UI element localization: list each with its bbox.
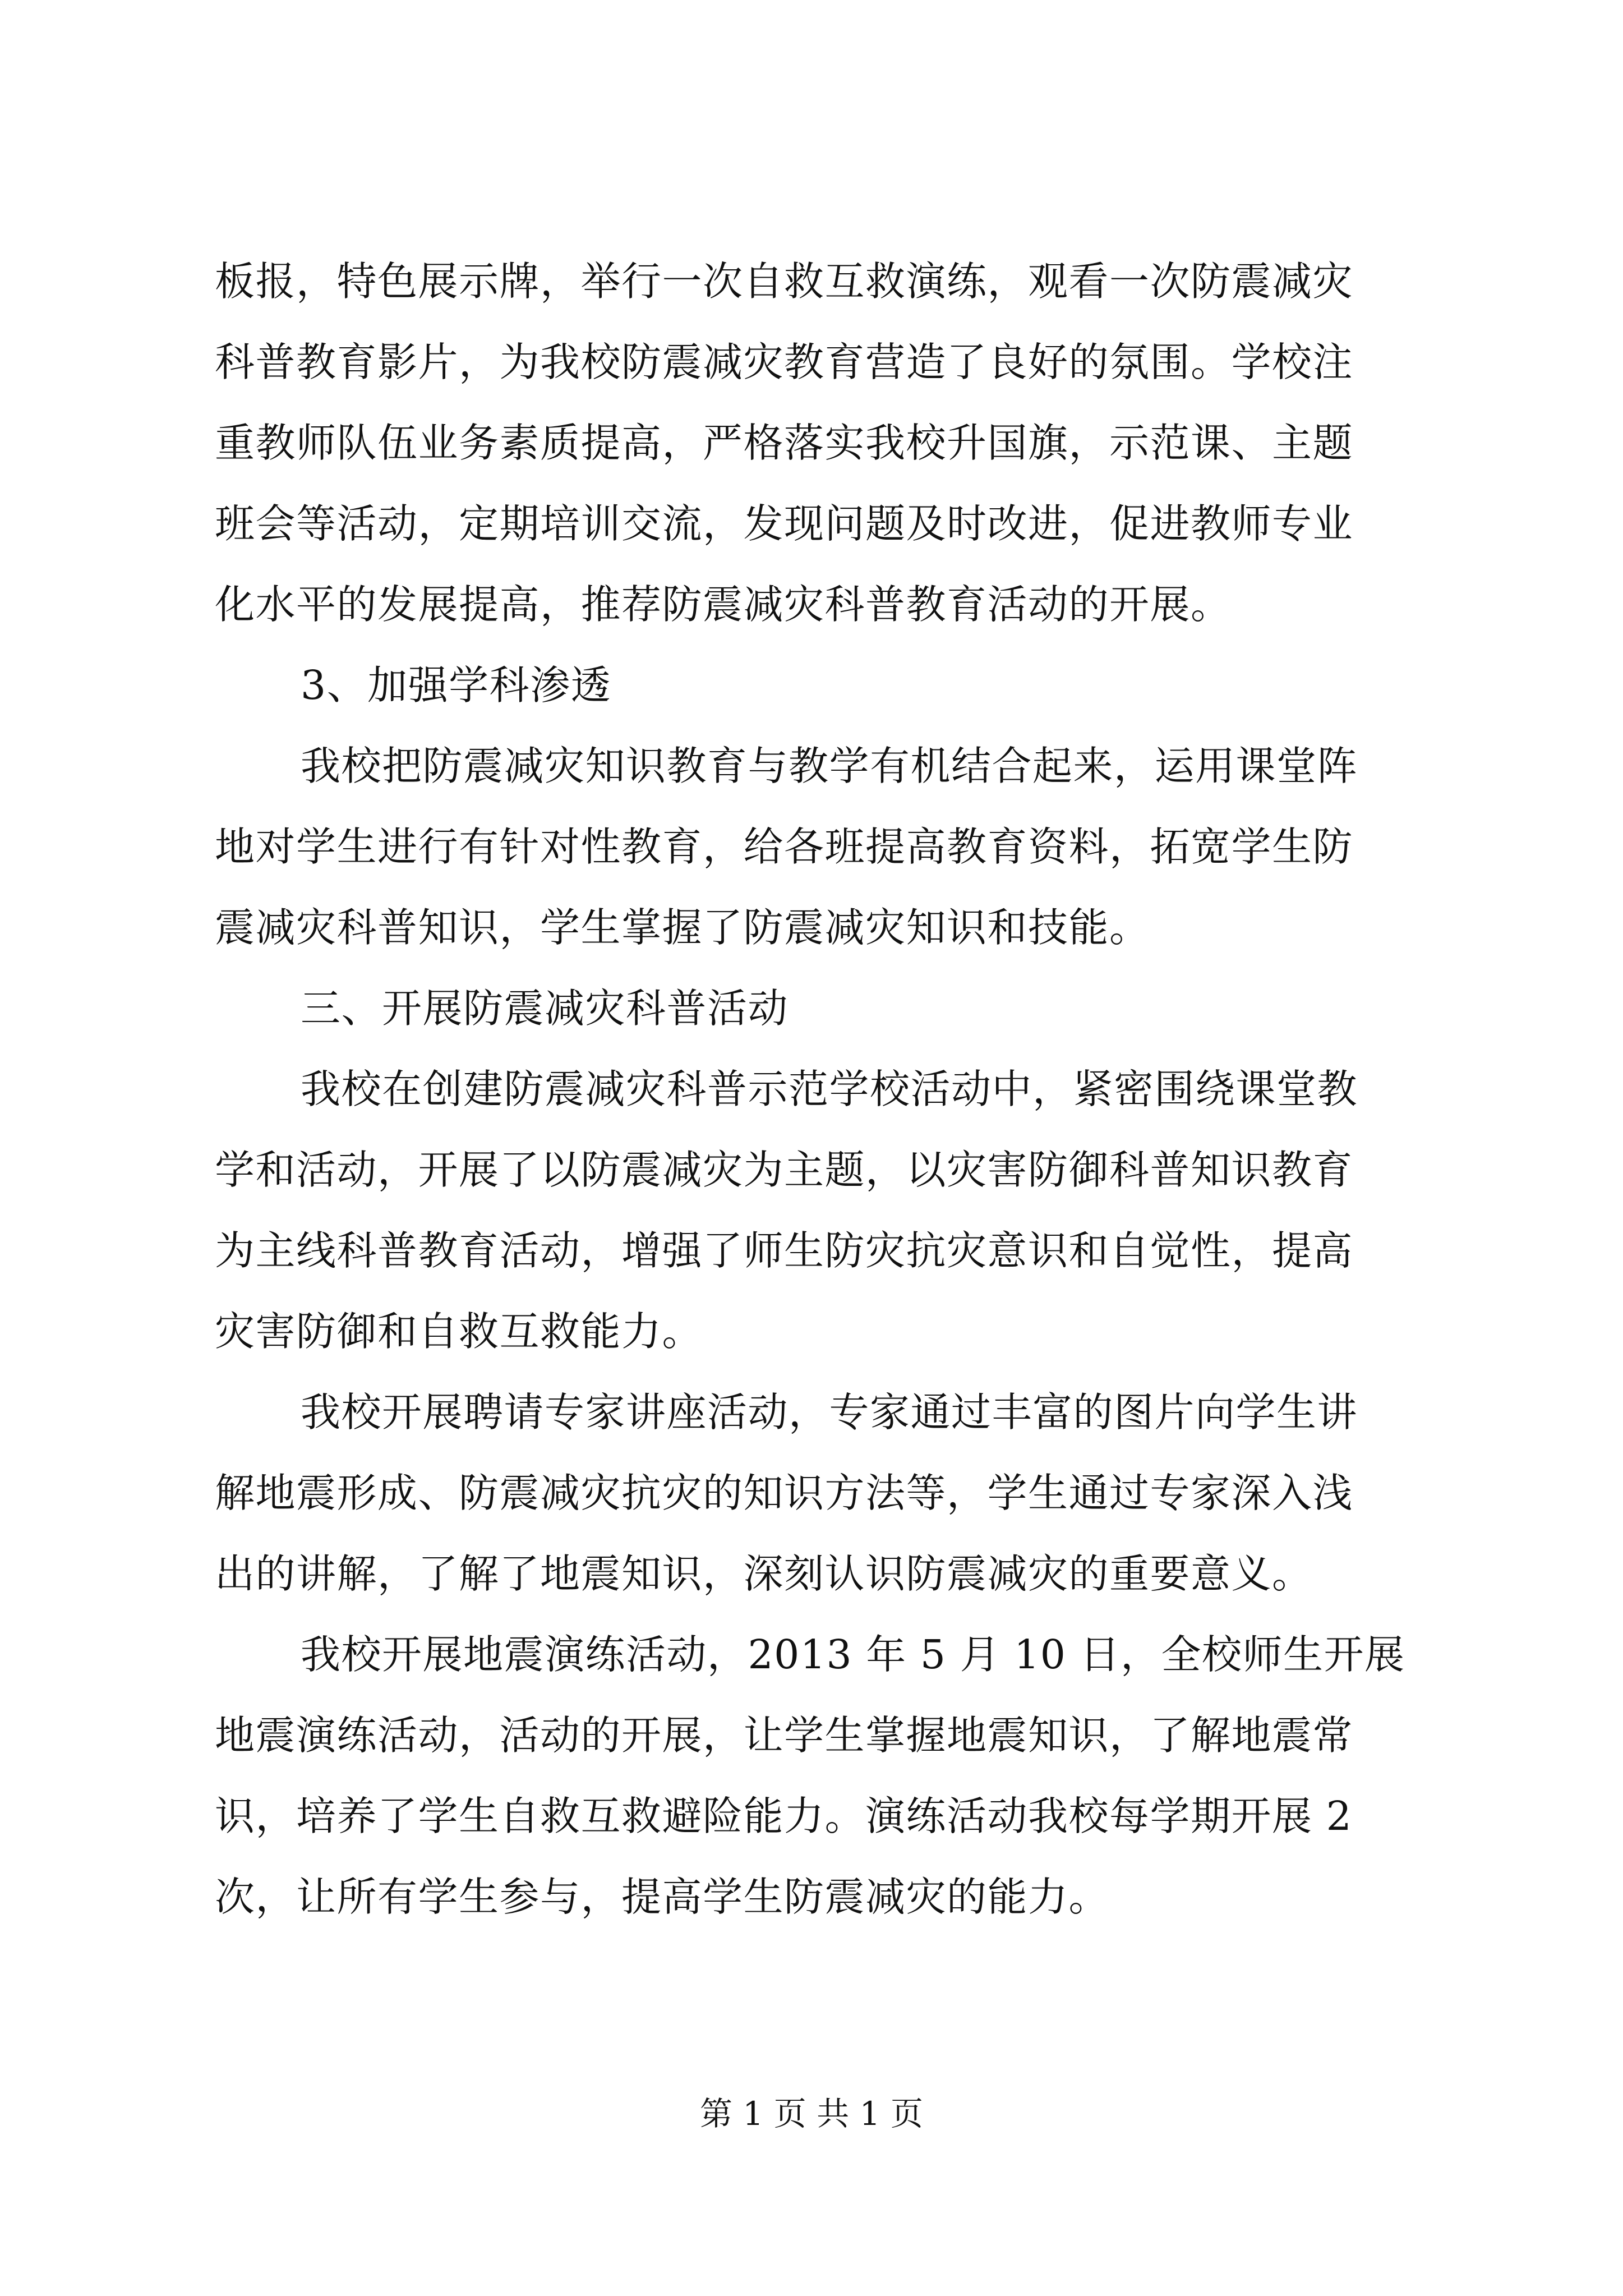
- paragraph-first-line: 我校把防震减灾知识教育与教学有机结合起来，运用课堂阵: [301, 743, 1358, 789]
- text-line: 震减灾科普知识，学生掌握了防震减灾知识和技能。: [215, 904, 1150, 951]
- text-line: 识，培养了学生自救互救避险能力。演练活动我校每学期开展 2: [215, 1793, 1353, 1839]
- text-line: 灾害防御和自救互救能力。: [215, 1308, 703, 1355]
- section-heading: 三、开展防震减灾科普活动: [301, 985, 789, 1032]
- page-footer: 第 1 页 共 1 页: [700, 2095, 923, 2133]
- document-body: [215, 241, 1409, 1938]
- section-heading: 3、加强学科渗透: [301, 662, 612, 708]
- paragraph-first-line: 我校开展地震演练活动，2013 年 5 月 10 日，全校师生开展: [301, 1631, 1405, 1678]
- paragraph-first-line: 我校开展聘请专家讲座活动，专家通过丰富的图片向学生讲: [301, 1389, 1358, 1435]
- text-line: 次，让所有学生参与，提高学生防震减灾的能力。: [215, 1874, 1110, 1920]
- text-line: 班会等活动，定期培训交流，发现问题及时改进，促进教师专业: [215, 500, 1354, 547]
- text-line: 化水平的发展提高，推荐防震减灾科普教育活动的开展。: [215, 581, 1232, 628]
- text-line: 科普教育影片，为我校防震减灾教育营造了良好的氛围。学校注: [215, 339, 1354, 385]
- text-line: 出的讲解，了解了地震知识，深刻认识防震减灾的重要意义。: [215, 1550, 1313, 1597]
- text-line: 板报，特色展示牌，举行一次自救互救演练，观看一次防震减灾: [215, 258, 1354, 305]
- text-line: 重教师队伍业务素质提高，严格落实我校升国旗，示范课、主题: [215, 420, 1354, 466]
- text-line: 地对学生进行有针对性教育，给各班提高教育资料，拓宽学生防: [215, 823, 1354, 870]
- paragraph-first-line: 我校在创建防震减灾科普示范学校活动中，紧密围绕课堂教: [301, 1066, 1358, 1112]
- text-line: 解地震形成、防震减灾抗灾的知识方法等，学生通过专家深入浅: [215, 1470, 1354, 1516]
- text-line: 学和活动，开展了以防震减灾为主题，以灾害防御科普知识教育: [215, 1147, 1354, 1193]
- text-line: 为主线科普教育活动，增强了师生防灾抗灾意识和自觉性，提高: [215, 1227, 1354, 1274]
- text-line: 地震演练活动，活动的开展，让学生掌握地震知识，了解地震常: [215, 1712, 1354, 1759]
